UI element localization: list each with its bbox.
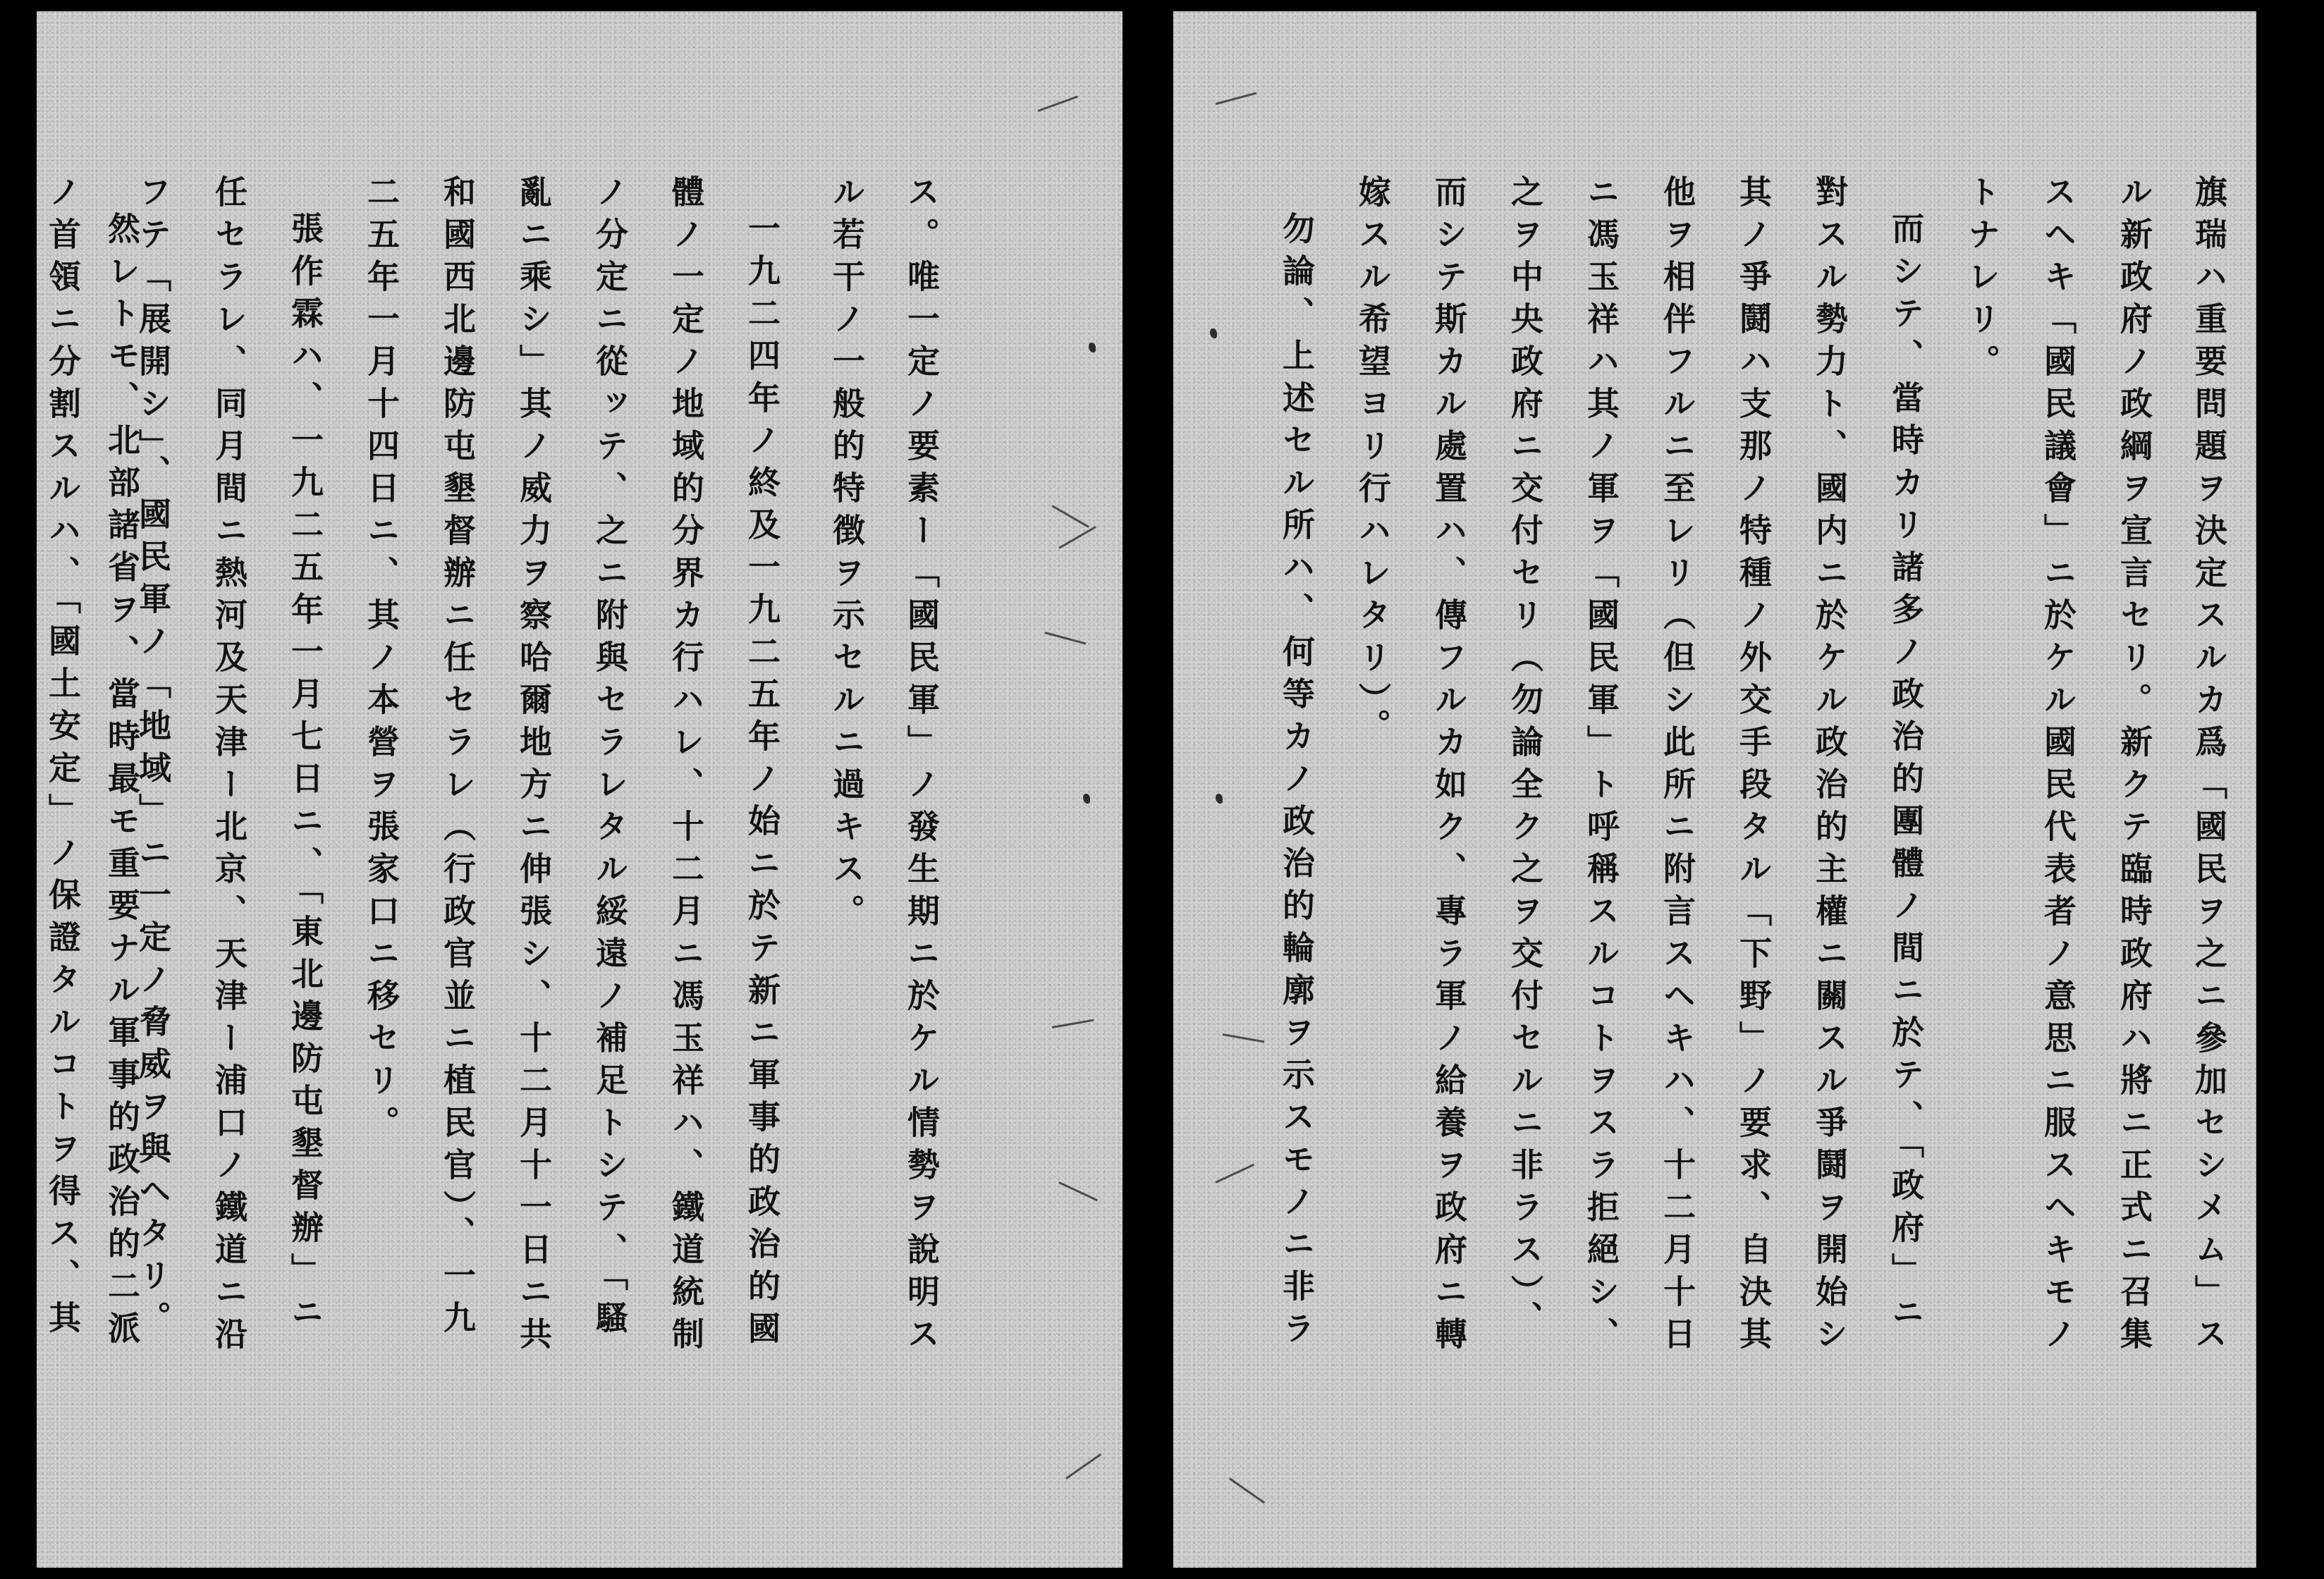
scan-speck [1083, 794, 1090, 804]
text-column: 勿論、上述セル所ハ、何等カノ政治的輪廓ヲ示スモノニ非ラ [1278, 211, 1316, 1353]
text-column: 任セラレ、同月間ニ熱河及天津ー北京、天津ー浦口ノ鐵道ニ沿 [210, 175, 248, 1359]
scan-artifact [1051, 505, 1089, 528]
text-column: フテ「展開シ」、國民軍ノ「地域」ニ一定ノ脅威ヲ與ヘタリ。 [134, 175, 172, 1343]
scan-artifact [1045, 632, 1087, 644]
right-page [1173, 11, 2256, 1568]
scan-artifact [1216, 92, 1257, 105]
scan-speck [1210, 328, 1217, 338]
text-column: 然レトモ、北部諸省ヲ、當時最モ重要ナル軍事的政治的二派 [103, 211, 141, 1353]
text-column: 嫁スル希望ヨリ行ハレタリ）。 [1354, 175, 1392, 751]
scan-artifact [1229, 1477, 1265, 1504]
text-column: 而シテ斯カル處置ハ、傳フルカ如ク、專ラ軍ノ給養ヲ政府ニ轉 [1430, 175, 1468, 1359]
scan-speck [1089, 343, 1096, 352]
scan-artifact [1037, 96, 1077, 112]
left-page [37, 11, 1123, 1568]
text-column: 張作霖ハ、一九二五年一月七日ニ、「東北邊防屯墾督辦」ニ [286, 211, 324, 1337]
scan-artifact [1052, 1019, 1094, 1028]
text-column: 他ヲ相伴フルニ至レリ（但シ此所ニ附言スヘキハ、十二月十日 [1658, 175, 1696, 1359]
text-column: 二五年一月十四日ニ、其ノ本營ヲ張家口ニ移セリ。 [362, 175, 400, 1148]
text-column: トナレリ。 [1963, 175, 2001, 386]
text-column: 而シテ、當時カリ諸多ノ政治的團體ノ間ニ於テ、「政府」ニ [1887, 211, 1925, 1337]
scan-artifact [1058, 1181, 1098, 1201]
scan-artifact [1223, 1033, 1265, 1043]
text-column: 體ノ一定ノ地域的分界カ行ハレ、十二月ニ馮玉祥ハ、鐵道統制 [667, 175, 705, 1359]
text-column: 對スル勢力ト、國内ニ於ケル政治的主權ニ關スル爭鬪ヲ開始シ [1811, 175, 1849, 1359]
text-column: 一九二四年ノ終及一九二五年ノ始ニ於テ新ニ軍事的政治的國 [743, 211, 781, 1353]
text-column: ノ分定ニ從ッテ、之ニ附與セラレタル綏遠ノ補足トシテ、「騷 [591, 175, 629, 1343]
scan-artifact [1065, 1454, 1101, 1480]
text-column: ス。唯一定ノ要素ー「國民軍」ノ發生期ニ於ケル情勢ヲ說明ス [903, 175, 941, 1359]
text-column: 之ヲ中央政府ニ交付セリ（勿論全ク之ヲ交付セルニ非ラス）、 [1506, 175, 1544, 1343]
text-column: 亂ニ乘シ」其ノ威力ヲ察哈爾地方ニ伸張シ、十二月十一日ニ共 [515, 175, 553, 1359]
text-column: ル新政府ノ政綱ヲ宣言セリ。新クテ臨時政府ハ將ニ正式ニ召集 [2115, 175, 2153, 1359]
text-column: ル若干ノ一般的特徴ヲ示セルニ過キス。 [828, 175, 866, 936]
text-column: 其ノ爭鬪ハ支那ノ特種ノ外交手段タル「下野」ノ要求、自決其 [1735, 175, 1773, 1359]
text-column: 和國西北邊防屯墾督辦ニ任セラレ（行政官並ニ植民官）、一九 [439, 175, 477, 1343]
text-column: スヘキ「國民議會」ニ於ケル國民代表者ノ意思ニ服スヘキモノ [2039, 175, 2077, 1359]
scan-speck [1216, 794, 1223, 804]
text-column: 旗瑞ハ重要問題ヲ決定スルカ爲「國民ヲ之ニ參加セシメム」ス [2190, 175, 2228, 1359]
text-column: ニ馮玉祥ハ其ノ軍ヲ「國民軍」ト呼稱スルコトヲスラ拒絕シ、 [1582, 175, 1620, 1359]
text-column: ノ首領ニ分割スルハ、「國土安定」ノ保證タルコトヲ得ス、其 [44, 175, 82, 1343]
scan-artifact [1058, 526, 1096, 549]
scan-artifact [1215, 1164, 1254, 1184]
